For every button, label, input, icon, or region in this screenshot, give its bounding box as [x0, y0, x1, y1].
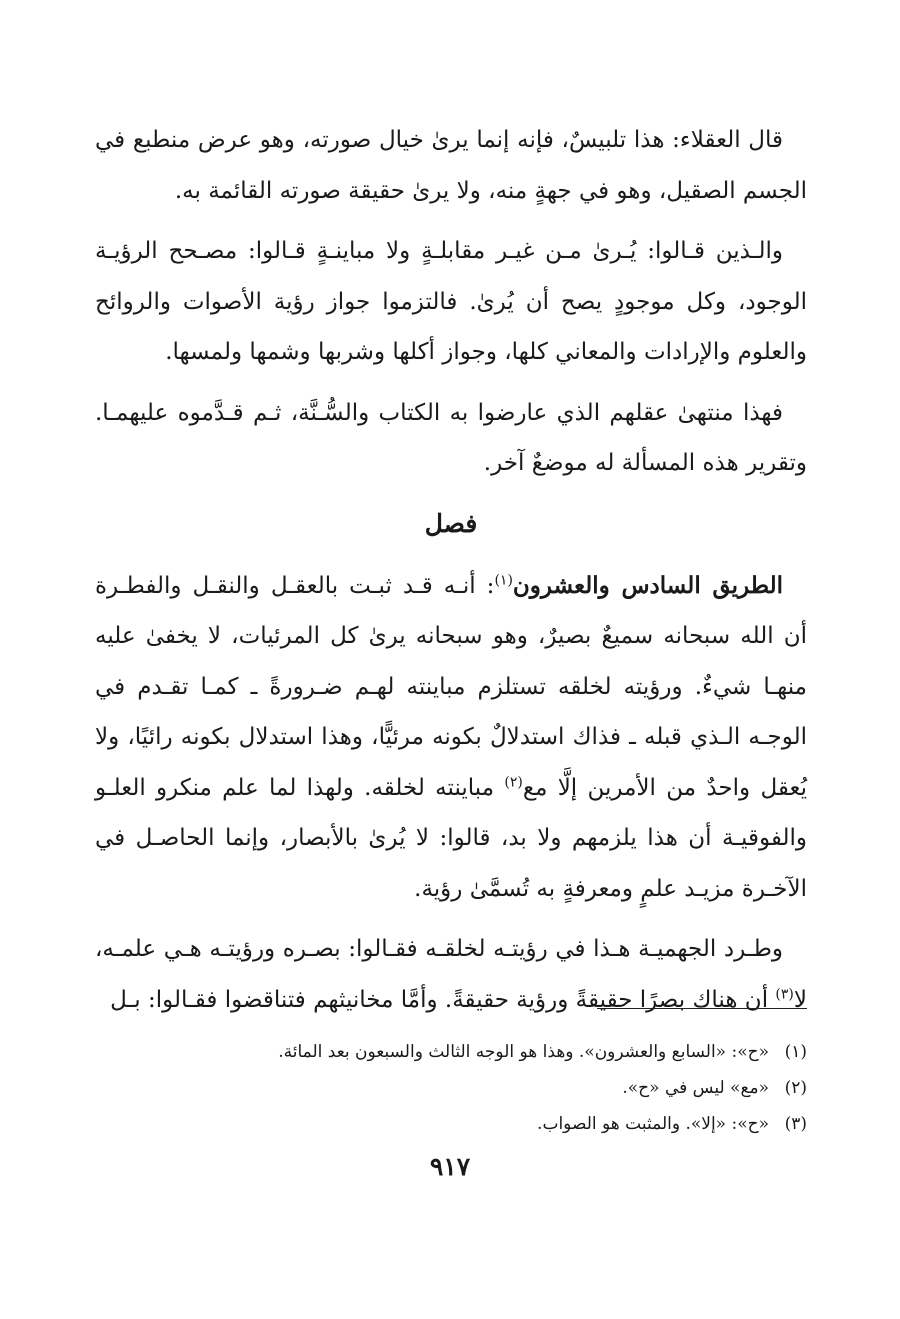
page-number: ٩١٧ [429, 1152, 471, 1181]
paragraph-1: قال العقلاء: هذا تلبيسٌ، فإنه إنما يرىٰ خيال صورته، وهو عرض منطبع في الجسم الصقيل، وهو في جهةٍ منه، ولا يرىٰ حقيقة صورته القائمة به. [95, 127, 807, 204]
footnote-text: «ح»: «إلا». والمثبت هو الصواب. [537, 1114, 769, 1134]
section-heading: فصل [424, 508, 478, 538]
footnote-number: (٢) [784, 1078, 807, 1098]
last-text-1: وطـرد الجهميـة هـذا في رؤيتـه لخلقـه فقـالوا: بصـره ورؤيتـه هـي علمـه، لا [95, 936, 807, 1013]
footnote-2 [167, 1070, 807, 1106]
paragraph-last [95, 924, 807, 1025]
paragraph-section [95, 561, 807, 915]
footnote-ref-1: (١) [494, 571, 513, 588]
footnote-ref-2: (٢) [504, 773, 523, 790]
footnote-ref-3: (٣) [775, 985, 794, 1002]
footnote-3 [167, 1106, 807, 1142]
footnote-1 [167, 1034, 807, 1070]
last-text-2: أن هناك بصرًا حقيقةً ورؤية حقيقةً. وأمَّا مخانيثهم فتناقضوا فقـالوا: بـل [110, 986, 776, 1013]
paragraph-2: والـذين قـالوا: يُـرىٰ مـن غيـر مقابلـةٍ ولا مباينـةٍ قـالوا: مصـحح الرؤيـة الوجود، وكل موجودٍ يصح أن يُرىٰ. فالتزموا جواز رؤية الأصوات والروائح والعلوم والإرادات والمعاني كلها، وجواز أكلها وشربها وشمها ولمسها. [95, 238, 807, 365]
footnote-text: «ح»: «السابع والعشرون». وهذا هو الوجه الثالث والسبعون بعد المائة. [278, 1042, 769, 1062]
section-text-1: : أنـه قـد ثبـت بالعقـل والنقـل والفطـرة أن الله سبحانه سميعٌ بصيرٌ، وهو سبحانه يرىٰ كل المرئيات، لا يخفىٰ عليه منهـا شيءٌ. ورؤيته لخلقه تستلزم مباينته لهـم ضـرورةً ـ كمـا تقـدم في الوجـه الـذي قبله ـ فذاك استدلالٌ بكونه مرئيًّا، وهذا استدلال بكونه رائيًا، ولا يُعقل واحدٌ من الأمرين إلَّا مع [95, 572, 807, 801]
footnote-text: «مع» ليس في «ح». [622, 1078, 769, 1098]
footnote-number: (٣) [784, 1114, 807, 1134]
footnote-divider [597, 1008, 807, 1009]
section-text-2: مباينته لخلقه. ولهذا لما علم منكرو العلـو والفوقيـة أن هذا يلزمهم ولا بد، قالوا: لا يُرىٰ بالأبصار، وإنما الحاصـل في الآخـرة مزيـد علمٍ ومعرفةٍ به تُسمَّىٰ رؤية. [95, 774, 807, 902]
paragraph-3: فهذا منتهىٰ عقلهم الذي عارضوا به الكتاب والسُّـنَّة، ثـم قـدَّموه عليهمـا. وتقرير هذه المسألة له موضعٌ آخر. [95, 399, 807, 476]
section-lead: الطريق السادس والعشرون [512, 571, 783, 599]
footnotes [167, 1034, 807, 1142]
page-body [95, 115, 807, 1035]
footnote-number: (١) [784, 1042, 807, 1062]
